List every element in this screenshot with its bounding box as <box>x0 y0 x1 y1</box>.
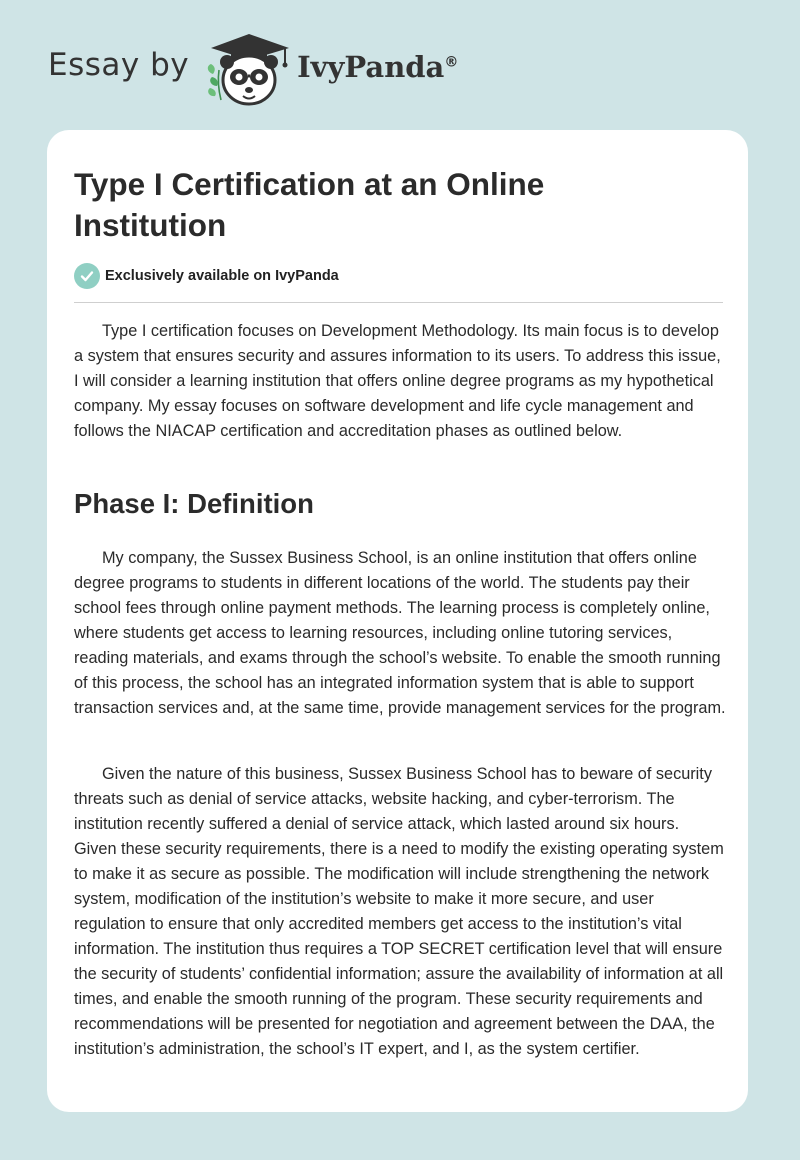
ivypanda-logo-icon[interactable] <box>203 30 295 110</box>
brand-text: IvyPanda <box>297 50 445 84</box>
essay-title: Type I Certification at an Online Institution <box>74 166 545 243</box>
body-paragraph: Given the nature of this business, Sussex Business School has to beware of security threats such as denial of service attacks, website hacking, and cyber-terrorism. The institution recently suffered a denial of service attack, which lasted around six hours. Given these security requirements, there is a need to modify the existing operating system to make it as secure as possible. The modification will include strengthening the network system, modification of the institution’s website to make it more secure, and user regulation to ensure that only accredited members get access to the institution’s vital information. The institution thus requires a TOP SECRET certification level that will ensure the security of students’ confidential information; assure the availability of information at all times, and enable the smooth running of the program. These security requirements and recommendations will be presented for negotiation and agreement between the DAA, the institution’s administration, the school’s IT expert, and I, as the system certifier. <box>74 765 724 1058</box>
exclusive-badge-label: Exclusively available on IvyPanda <box>105 268 339 284</box>
section-heading: Phase I: Definition <box>74 488 314 519</box>
registered-mark: ® <box>444 54 459 71</box>
exclusive-badge <box>74 263 339 289</box>
intro-paragraph: Type I certification focuses on Development Methodology. Its main focus is to develop a system that ensures security and assures information to its users. To address this issue, I will consider a learning institution that offers online degree programs as my hypothetical company. My essay focuses on software development and life cycle management and follows the NIACAP certification and accreditation phases as outlined below. <box>74 322 721 440</box>
title-divider <box>74 302 723 303</box>
check-icon <box>74 263 100 289</box>
site-header <box>48 30 458 110</box>
essay-card <box>47 130 748 1112</box>
brand-name[interactable] <box>297 50 458 84</box>
body-paragraph: My company, the Sussex Business School, is an online institution that offers online degree programs to students in different locations of the world. The students pay their school fees through online payment methods. The learning process is completely online, where students get access to learning resources, including online tutoring services, reading materials, and exams through the school’s website. To enable the smooth running of this process, the school has an integrated information system that is able to support transaction services and, at the same time, provide management services for the program. <box>74 549 726 717</box>
essay-by-label: Essay by <box>48 47 190 83</box>
